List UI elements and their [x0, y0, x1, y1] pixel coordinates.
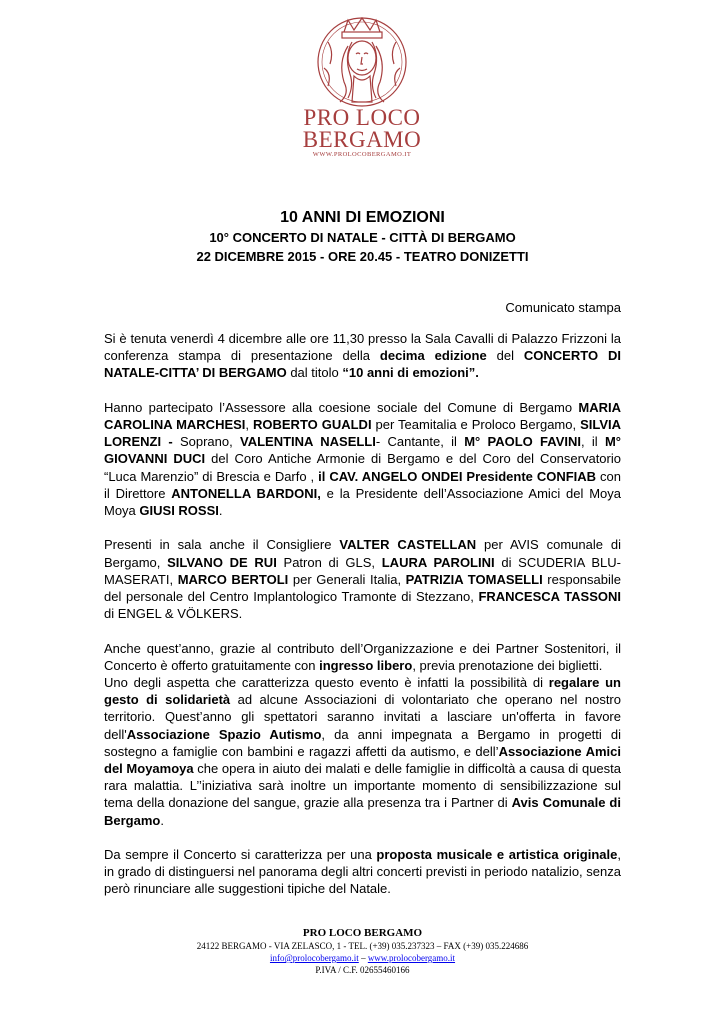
text: per Teamitalia e Proloco Bergamo, — [371, 417, 581, 432]
bold-text: ingresso libero — [319, 657, 413, 673]
text: , in grado di distinguersi nel panorama degli altri concerti previsti in periodo natalizio, senza però rinunciare alle suggestioni tipiche del Natale. — [104, 847, 621, 897]
email-link[interactable]: info@prolocobergamo.it — [269, 953, 359, 963]
text: per AVIS comunale di Bergamo, — [104, 537, 621, 570]
footer-separator: – — [358, 953, 368, 963]
text: , previa prenotazione dei biglietti. — [412, 657, 603, 673]
bold-text: Associazione Spazio Autismo — [126, 726, 322, 742]
title-block — [0, 208, 725, 266]
bold-text: CONCERTO DI NATALE-CITTA’ DI BERGAMO — [104, 348, 622, 381]
bold-text: il CAV. ANGELO ONDEI Presidente CONFIAB — [318, 468, 597, 484]
logo-url: WWW.PROLOCOBERGAMO.IT — [312, 151, 412, 158]
text: per Generali Italia, — [288, 571, 406, 587]
text: Patron di GLS, — [276, 554, 382, 570]
footer-address: 24122 BERGAMO - VIA ZELASCO, 1 - TEL. (+39) 035.237323 – FAX (+39) 035.224686 — [196, 941, 529, 951]
paragraph-guests — [104, 536, 621, 622]
document-body — [104, 330, 621, 915]
bold-text: MARCO BERTOLI — [177, 571, 289, 587]
website-link[interactable]: www.prolocobergamo.it — [367, 953, 456, 963]
bold-text: GIUSI ROSSI — [139, 503, 219, 519]
press-release-label: Comunicato stampa — [505, 300, 621, 315]
paragraph-program — [104, 846, 621, 898]
bold-text: proposta musicale e artistica originale — [376, 847, 618, 863]
text: ad alcune Associazioni di volontariato che operano nel nostro territorio. Quest’anno gli spettatori saranno invitati a lasciare un'offerta in favore dell' — [104, 692, 621, 742]
pro-loco-logo — [296, 12, 428, 158]
text: Hanno partecipato l’Assessore alla coesione sociale del Comune di Bergamo — [104, 399, 579, 415]
bold-text: LAURA PAROLINI — [381, 554, 495, 570]
bold-text: Associazione Amici del Moyamoya — [104, 743, 621, 777]
footer-vat: P.IVA / C.F. 02655460166 — [315, 965, 410, 975]
paragraph-participants — [104, 399, 621, 519]
page-title: 10 ANNI DI EMOZIONI — [280, 209, 445, 226]
bold-text: regalare un gesto di solidarietà — [104, 675, 621, 708]
text: di SCUDERIA BLU-MASERATI, — [104, 554, 621, 587]
paragraph-intro — [104, 330, 621, 382]
text: del Coro Antiche Armonie di Bergamo e del Coro del Conservatorio “Luca Marenzio” di Brescia e Darfo , — [104, 451, 621, 484]
bold-text: VALENTINA NASELLI — [240, 434, 376, 450]
text: . — [160, 812, 164, 828]
text: con il Direttore — [104, 468, 621, 501]
logo-emblem-icon — [304, 12, 420, 108]
text: Presenti in sala anche il Consigliere — [104, 537, 340, 553]
footer-title: PRO LOCO BERGAMO — [302, 927, 423, 939]
text: del — [486, 348, 524, 364]
subtitle-date: 22 DICEMBRE 2015 - ORE 20.45 - TEATRO DONIZETTI — [196, 249, 529, 264]
text: , — [245, 417, 253, 432]
text: che opera in aiuto dei malati e delle famiglie in difficoltà a causa di questa rara malattia. L’’iniziativa sarà inoltre un importante momento di sensibilizzazione sul tema della donazione del sangue, grazie alla presenza tra i Partner di — [104, 761, 621, 811]
text: e la Presidente dell’Associazione Amici del Moya Moya — [104, 485, 621, 519]
text: Da sempre il Concerto si caratterizza per una — [104, 847, 377, 863]
text: di ENGEL & VÖLKERS. — [104, 606, 243, 622]
text: . — [218, 503, 223, 519]
text: - Cantante, il — [375, 434, 465, 450]
text: Uno degli aspetta che caratterizza questo evento è infatti la possibilità di — [104, 675, 549, 691]
text: , il — [581, 434, 605, 450]
footer-links — [0, 952, 725, 964]
logo-text-bergamo: BERGAMO — [302, 127, 422, 152]
bold-text: SILVANO DE RUI — [167, 554, 277, 570]
bold-text: decima edizione — [379, 348, 487, 364]
bold-text: VALTER CASTELLAN — [339, 537, 477, 553]
paragraph-free-entry — [104, 640, 621, 674]
bold-text: Avis Comunale di Bergamo — [104, 795, 621, 828]
text: responsabile del personale del Centro Implantologico Tramonte di Stezzano, — [104, 571, 622, 605]
text: Anche quest’anno, grazie al contributo dell’Organizzazione e dei Partner Sostenitori, il Concerto è offerto gratuitamente con — [104, 640, 621, 673]
bold-text: SILVIA LORENZI - — [104, 417, 621, 450]
footer — [0, 926, 725, 976]
bold-text: PATRIZIA TOMASELLI — [405, 571, 543, 587]
paragraph-solidarity — [104, 674, 621, 829]
logo-text-pro-loco: PRO LOCO — [303, 105, 421, 130]
bold-text: ROBERTO GUALDI — [253, 417, 372, 432]
bold-text: MARIA CAROLINA MARCHESI — [104, 399, 621, 432]
bold-text: “10 anni di emozioni”. — [342, 365, 479, 381]
bold-text: M° GIOVANNI DUCI — [104, 434, 621, 467]
subtitle-concert: 10° CONCERTO DI NATALE - CITTÀ DI BERGAMO — [209, 230, 516, 245]
bold-text: ANTONELLA BARDONI, — [171, 485, 321, 501]
text: Soprano, — [172, 434, 241, 450]
bold-text: FRANCESCA TASSONI — [478, 589, 622, 605]
bold-text: M° PAOLO FAVINI — [464, 434, 581, 450]
text: Si è tenuta venerdì 4 dicembre alle ore 11,30 presso la Sala Cavalli di Palazzo Frizzoni la conferenza stampa di presentazione della — [104, 331, 621, 364]
text: , da anni impegnata a Bergamo in progetti di sostegno a famiglie con bambini e ragazzi affetti da autismo, e dell’ — [104, 726, 621, 759]
text: dal titolo — [286, 365, 343, 381]
